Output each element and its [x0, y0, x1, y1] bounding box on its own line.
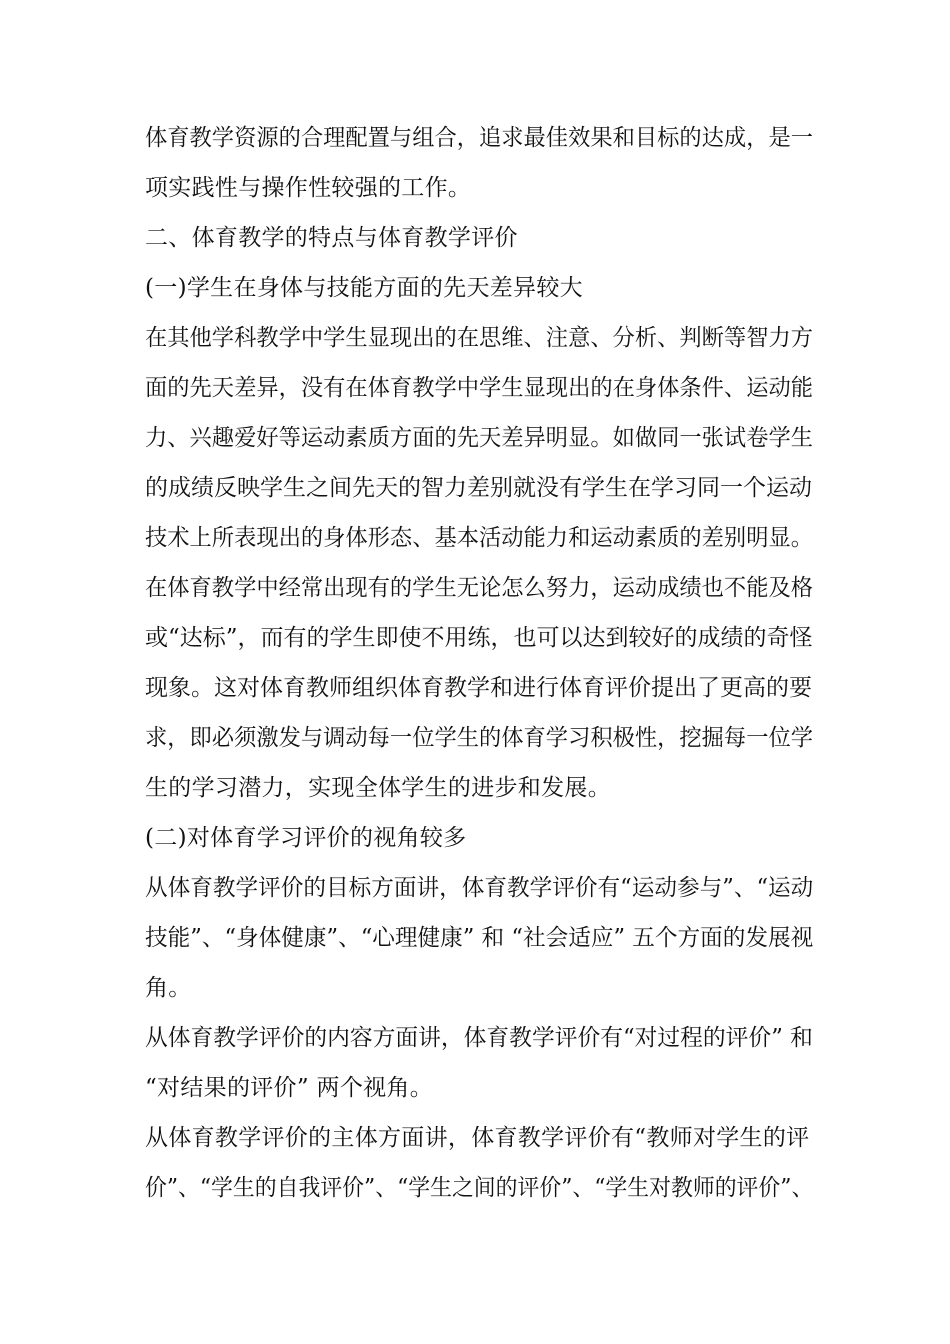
text-line: 在体育教学中经常出现有的学生无论怎么努力，运动成绩也不能及格 [145, 575, 813, 601]
text-line: 体育教学资源的合理配置与组合，追求最佳效果和目标的达成，是一 [145, 125, 813, 151]
text-line: 在其他学科教学中学生显现出的在思维、注意、分析、判断等智力方 [145, 325, 813, 351]
text-line: 生的学习潜力，实现全体学生的进步和发展。 [145, 775, 611, 801]
text-line: 技能”、“身体健康”、“心理健康” 和 “社会适应” 五个方面的发展视 [145, 925, 814, 951]
text-line: 或“达标”，而有的学生即使不用练，也可以达到较好的成绩的奇怪 [145, 625, 813, 651]
text-line: 现象。这对体育教师组织体育教学和进行体育评价提出了更高的要 [145, 675, 812, 701]
text-line: 从体育教学评价的主体方面讲，体育教学评价有“教师对学生的评 [145, 1125, 810, 1151]
section-heading: 二、体育教学的特点与体育教学评价 [145, 225, 518, 251]
text-line: 的成绩反映学生之间先天的智力差别就没有学生在学习同一个运动 [145, 475, 812, 501]
text-line: 从体育教学评价的内容方面讲，体育教学评价有“对过程的评价” 和 [145, 1025, 813, 1051]
text-line: “对结果的评价” 两个视角。 [145, 1075, 434, 1101]
document-body [145, 113, 814, 1213]
text-line: 从体育教学评价的目标方面讲，体育教学评价有“运动参与”、“运动 [145, 875, 814, 901]
text-line: 面的先天差异，没有在体育教学中学生显现出的在身体条件、运动能 [145, 375, 813, 401]
text-line: 项实践性与操作性较强的工作。 [145, 175, 472, 201]
subsection-heading: (二)对体育学习评价的视角较多 [145, 825, 467, 851]
text-line: 技术上所表现出的身体形态、基本活动能力和运动素质的差别明显。 [145, 525, 813, 551]
text-line: 力、兴趣爱好等运动素质方面的先天差异明显。如做同一张试卷学生 [145, 425, 813, 451]
text-line: 角。 [145, 975, 192, 1001]
subsection-heading: (一)学生在身体与技能方面的先天差异较大 [145, 275, 583, 301]
text-line: 求，即必须激发与调动每一位学生的体育学习积极性，挖掘每一位学 [145, 725, 813, 751]
text-line: 价”、“学生的自我评价”、“学生之间的评价”、“学生对教师的评价”、 [145, 1175, 814, 1201]
